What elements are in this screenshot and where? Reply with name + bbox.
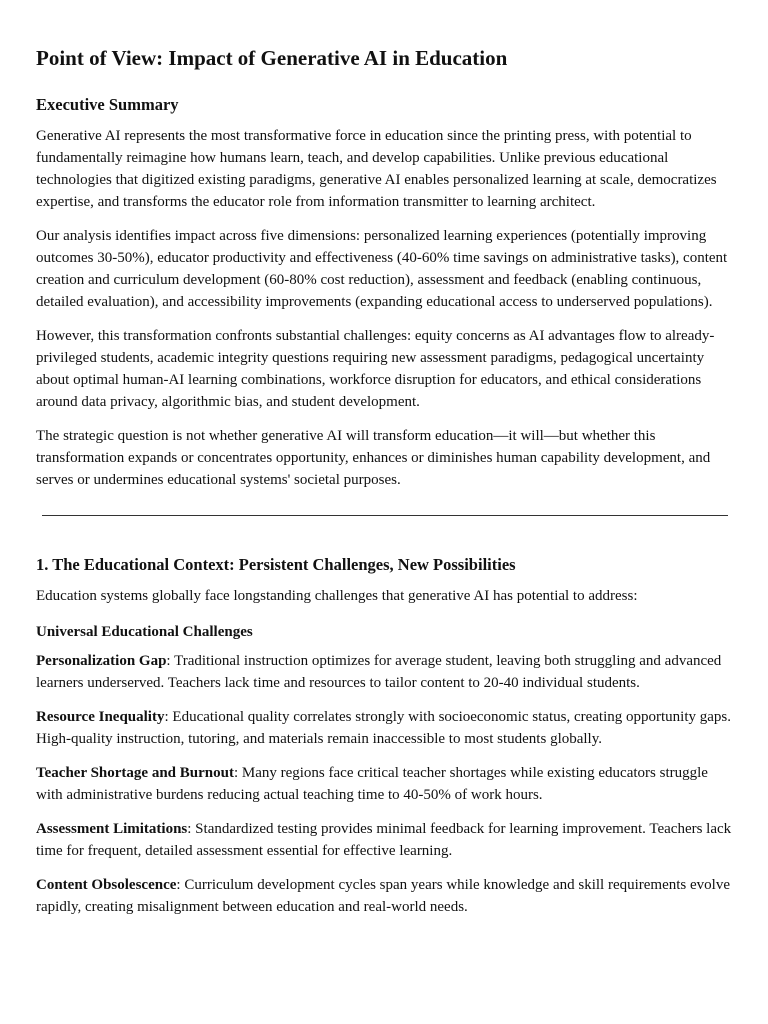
executive-summary-paragraph: However, this transformation confronts substantial challenges: equity concerns as AI advantages flow to already-privileged students, academic integrity questions requiring new assessment paradigms, pedagogical uncertainty about optimal human-AI learning combinations, workforce disruption for educators, and ethical considerations around data privacy, algorithmic bias, and student development.: [36, 328, 715, 410]
challenges-subheading: Universal Educational Challenges: [36, 624, 253, 640]
challenge-term: Content Obsolescence: [36, 877, 177, 893]
section-divider: [42, 515, 728, 516]
executive-summary-paragraph: The strategic question is not whether generative AI will transform education—it will—but whether this transformation expands or concentrates opportunity, enhances or diminishes human capability development, and serves or undermines educational systems' societal purposes.: [36, 428, 711, 488]
challenge-text: : Traditional instruction optimizes for average student, leaving both struggling and advanced learners underserved. Teachers lack time and resources to tailor content to 20-40 individual students.: [36, 653, 722, 691]
challenge-item-content-obsolescence: [36, 874, 734, 918]
challenge-item-personalization-gap: [36, 650, 734, 694]
executive-summary-paragraph: Generative AI represents the most transformative force in education since the printing press, with potential to fundamentally reimagine how humans learn, teach, and develop capabilities. Unlike previous educational technologies that digitized existing paradigms, generative AI enables personalized learning at scale, democratizes expertise, and transforms the educator role from information transmitter to learning architect.: [36, 128, 717, 210]
challenge-text: : Educational quality correlates strongly with socioeconomic status, creating opportunity gaps. High-quality instruction, tutoring, and materials remain inaccessible to most students globally.: [36, 709, 732, 747]
challenge-item-resource-inequality: [36, 706, 734, 750]
challenge-term: Resource Inequality: [36, 709, 165, 725]
section-1-intro: Education systems globally face longstanding challenges that generative AI has potential to address:: [36, 588, 638, 604]
section-1-heading: 1. The Educational Context: Persistent Challenges, New Possibilities: [36, 555, 516, 574]
challenge-term: Assessment Limitations: [36, 821, 188, 837]
challenge-term: Teacher Shortage and Burnout: [36, 765, 234, 781]
challenge-text: : Standardized testing provides minimal feedback for learning improvement. Teachers lack time for frequent, detailed assessment essential for effective learning.: [36, 821, 732, 859]
challenge-text: : Curriculum development cycles span years while knowledge and skill requirements evolve rapidly, creating misalignment between education and real-world needs.: [36, 877, 730, 915]
challenge-text: : Many regions face critical teacher shortages while existing educators struggle with administrative burdens reducing actual teaching time to 40-50% of work hours.: [36, 765, 708, 803]
executive-summary-heading: Executive Summary: [36, 95, 179, 114]
document-title: Point of View: Impact of Generative AI in Education: [36, 46, 508, 70]
challenge-item-teacher-shortage: [36, 762, 734, 806]
challenge-term: Personalization Gap: [36, 653, 167, 669]
challenge-item-assessment-limitations: [36, 818, 734, 862]
executive-summary-paragraph: Our analysis identifies impact across five dimensions: personalized learning experiences (potentially improving outcomes 30-50%), educator productivity and effectiveness (40-60% time savings on administrative tasks), content creation and curriculum development (60-80% cost reduction), assessment and feedback (enabling continuous, detailed evaluation), and accessibility improvements (expanding educational access to underserved populations).: [36, 228, 728, 310]
